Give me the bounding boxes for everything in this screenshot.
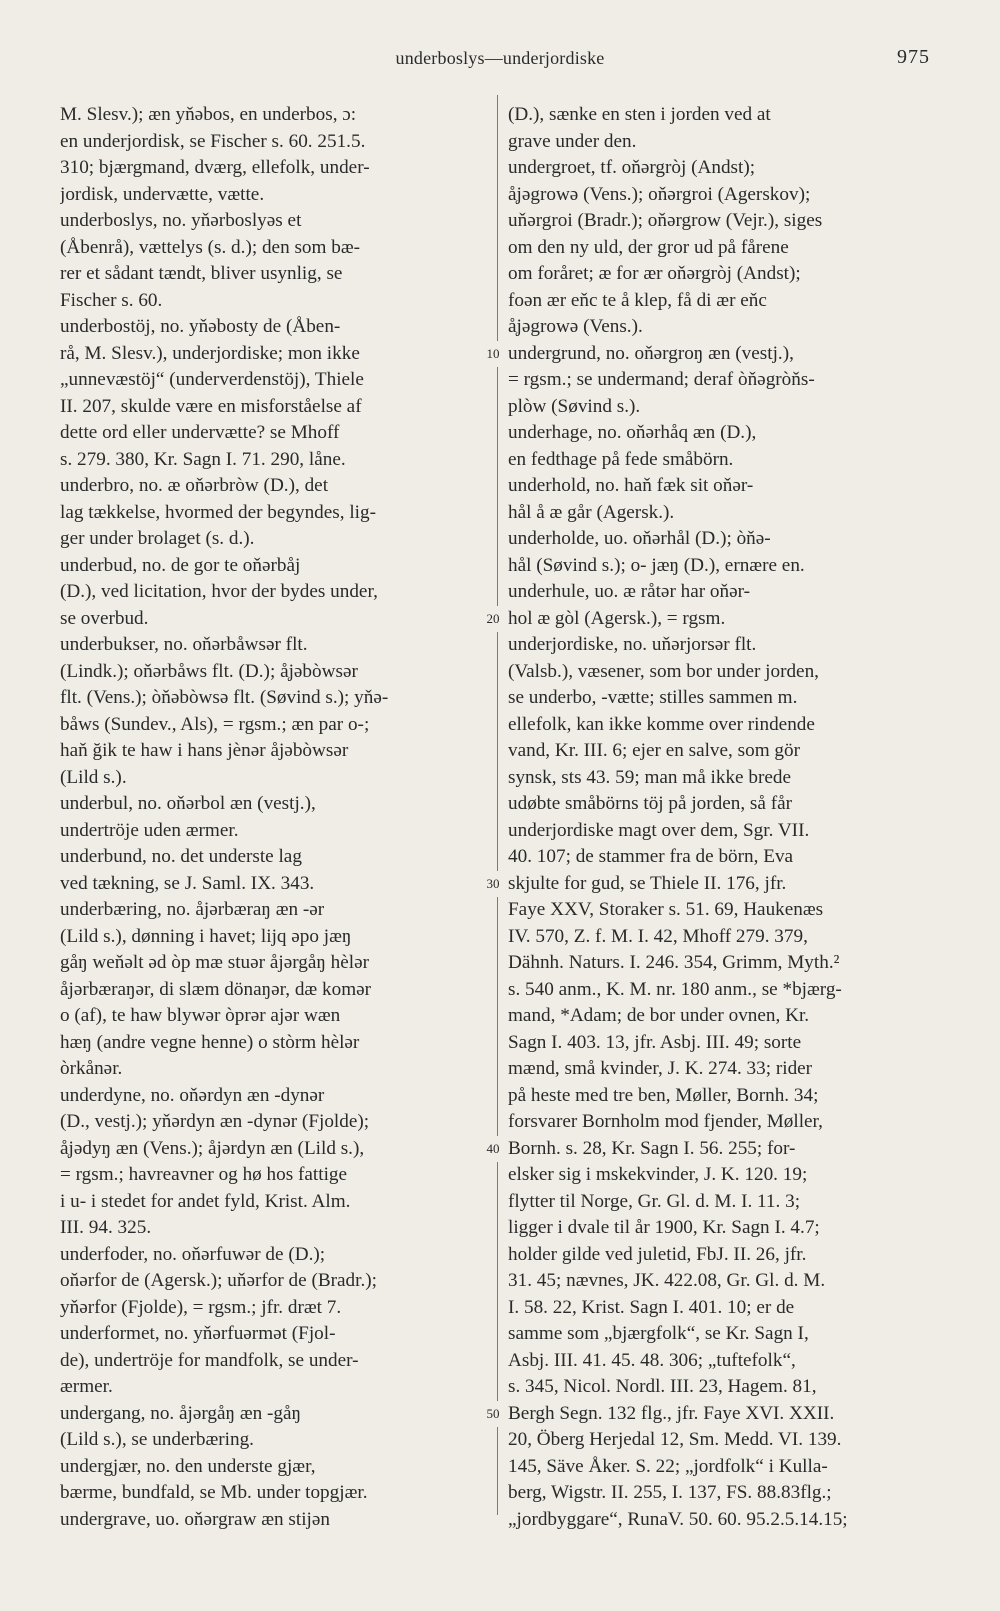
text-line: å̜jədyŋ æn (Vens.); åjərdyn æn (Lild s.),	[60, 1137, 365, 1159]
text-line: underhage, no. oňərhåq æn (D.),	[508, 422, 757, 443]
text-line: (Lild s.), dønning i havet; lijq əpo jæŋ	[60, 925, 352, 947]
text-line: jordisk, undervætte, vætte.	[60, 183, 265, 205]
text-line: (D., vestj.); yňərdyn æn -dynər (Fjolde);	[60, 1111, 370, 1132]
text-line: underboslys, no. yňərboslyəs et	[60, 210, 302, 231]
text-line: underbud, no. de gor te oňərbåj	[60, 554, 301, 576]
text-line: foən ær eňc te å klep, få di ær eňc	[508, 289, 767, 311]
text-line: å̜jəgrowə (Vens.).	[508, 316, 643, 337]
text-line: 145, Säve Åker. S. 22; „jordfolk“ i Kulla-	[508, 1455, 828, 1477]
text-line: = rgsm.; havreavner og hø hos fattige	[60, 1164, 348, 1185]
text-line: (D.), sænke en sten i jorden ved at	[508, 104, 771, 125]
text-line: s. 540 anm., K. M. nr. 180 anm., se *bjærg-	[508, 978, 842, 1000]
text-line: III. 94. 325.	[60, 1217, 152, 1238]
text-line: mand, *Adam; de bor under ovnen, Kr.	[508, 1005, 810, 1026]
text-line: (Lindk.); oňərbåws flt. (D.); å̜jəbòwsər	[60, 660, 358, 682]
text-line: åjərbæraŋər, di slæm dönaŋər, dæ komər	[60, 978, 372, 1000]
text-line: (D.), ved licitation, hvor der bydes under,	[60, 581, 378, 602]
text-line: undergjær, no. den underste gjær,	[60, 1455, 316, 1477]
text-line: underholde, uo. oňərhål (D.); òňə-	[508, 528, 771, 549]
text-line: undergrund, no. oňərgroŋ æn (vestj.),	[508, 342, 794, 364]
text-line: 40. 107; de stammer fra de börn, Eva	[508, 846, 794, 867]
text-line: synsk, sts 43. 59; man må ikke brede	[508, 766, 791, 788]
text-line: bærme, bundfald, se Mb. under topgjær.	[60, 1482, 368, 1503]
text-line: undertröje uden ærmer.	[60, 819, 239, 841]
text-line: hål å æ går (Agersk.).	[508, 501, 675, 523]
text-line: o (af), te haw blywər òprər ajər wæn	[60, 1005, 341, 1026]
text-line: en underjordisk, se Fischer s. 60. 251.5.	[60, 130, 366, 152]
text-line: underhule, uo. æ råtər har oňər-	[508, 581, 751, 602]
text-line: skjulte for gud, se Thiele II. 176, jfr.	[508, 872, 787, 894]
line-number: 40	[478, 1136, 508, 1163]
text-line: ellefolk, kan ikke komme over rindende	[508, 713, 815, 735]
text-line: ærmer.	[60, 1376, 113, 1397]
text-line: flt. (Vens.); òňəbòwsə flt. (Søvind s.); yňə-	[60, 687, 389, 708]
line-number: 20	[478, 606, 508, 633]
text-line: Bergh Segn. 132 flg., jfr. Faye XVI. XXII.	[508, 1402, 835, 1424]
text-line: undergrave, uo. oňərgraw æn stijən	[60, 1508, 330, 1530]
text-line: i u- i stedet for andet fyld, Krist. Alm.	[60, 1190, 351, 1212]
text-line: underbul, no. oňərbol æn (vestj.),	[60, 793, 316, 814]
text-line: 20, Öberg Herjedal 12, Sm. Medd. VI. 139.	[508, 1429, 842, 1450]
text-line: Asbj. III. 41. 45. 48. 306; „tuftefolk“,	[508, 1349, 796, 1371]
right-column	[508, 102, 945, 1533]
text-line: berg, Wigstr. II. 255, I. 137, FS. 88.83flg.;	[508, 1482, 832, 1503]
page-number: 975	[897, 46, 930, 68]
text-line: underbostöj, no. yňəbosty de (Åben-	[60, 316, 341, 337]
text-line: IV. 570, Z. f. M. I. 42, Mhoff 279. 379,	[508, 925, 808, 947]
text-line: udøbte småbörns töj på jorden, så får	[508, 793, 793, 814]
line-number: 50	[478, 1401, 508, 1428]
text-line: underhold, no. haň fæk sit oňər-	[508, 475, 754, 496]
text-line: underbund, no. det underste lag	[60, 846, 302, 867]
text-line: dette ord eller undervætte? se Mhoff	[60, 422, 340, 443]
text-line: òrkånər.	[60, 1058, 123, 1079]
text-line: underbæring, no. åjərbæraŋ æn -ər	[60, 899, 325, 920]
text-line: rer et sådant tændt, bliver usynlig, se	[60, 263, 343, 284]
text-line: Faye XXV, Storaker s. 51. 69, Haukenæs	[508, 899, 824, 920]
text-line: Dähnh. Naturs. I. 246. 354, Grimm, Myth.²	[508, 952, 840, 973]
text-line: rå, M. Slesv.), underjordiske; mon ikke	[60, 342, 360, 364]
text-line: en fedthage på fede småbörn.	[508, 448, 734, 470]
text-line: underjordiske, no. uňərjorsər flt.	[508, 634, 757, 655]
running-title: underboslys—underjordiske	[395, 48, 605, 68]
text-line: s. 345, Nicol. Nordl. III. 23, Hagem. 81,	[508, 1376, 817, 1397]
text-line: om den ny uld, der gror ud på fårene	[508, 236, 789, 258]
text-line: hæŋ (andre vegne henne) o stòrm hèlər	[60, 1031, 360, 1053]
text-line: = rgsm.; se undermand; deraf òňəgròňs-	[508, 369, 815, 390]
text-line: II. 207, skulde være en misforståelse af	[60, 395, 362, 417]
text-line: 310; bjærgmand, dværg, ellefolk, under-	[60, 157, 370, 178]
text-line: på heste med tre ben, Møller, Bornh. 34;	[508, 1084, 819, 1106]
text-line: om foråret; æ for ær oňərgròj (Andst);	[508, 263, 801, 284]
text-line: samme som „bjærgfolk“, se Kr. Sagn I,	[508, 1323, 809, 1344]
text-line: vand, Kr. III. 6; ejer en salve, som gör	[508, 740, 800, 761]
text-line: mænd, små kvinder, J. K. 274. 33; rider	[508, 1058, 813, 1079]
text-line: Fischer s. 60.	[60, 289, 163, 311]
text-line: (Åbenrå), vættelys (s. d.); den som bæ-	[60, 236, 361, 258]
text-line: plòw (Søvind s.).	[508, 395, 641, 417]
text-line: underbukser, no. oňərbåwsər flt.	[60, 634, 308, 655]
text-line: holder gilde ved juletid, FbJ. II. 26, jfr.	[508, 1243, 807, 1265]
text-line: ved tækning, se J. Saml. IX. 343.	[60, 872, 315, 894]
text-line: underdyne, no. oňərdyn æn -dynər	[60, 1084, 325, 1106]
line-number: 30	[478, 871, 508, 898]
text-line: flytter til Norge, Gr. Gl. d. M. I. 11. 3;	[508, 1190, 801, 1212]
text-line: elsker sig i mskekvinder, J. K. 120. 19;	[508, 1164, 808, 1185]
text-line: undergang, no. åjərgåŋ æn -gåŋ	[60, 1402, 301, 1424]
text-line: hol æ gòl (Agersk.), = rgsm.	[508, 607, 726, 629]
text-line: M. Slesv.); æn yňəbos, en underbos, ɔ:	[60, 104, 357, 125]
text-line: de), undertröje for mandfolk, se under-	[60, 1349, 359, 1371]
text-line: hål (Søvind s.); o- jæŋ (D.), ernære en.	[508, 554, 805, 576]
text-line: (Lild s.).	[60, 766, 127, 788]
text-line: (Lild s.), se underbæring.	[60, 1429, 254, 1450]
text-line: „unnevæstöj“ (underverdenstöj), Thiele	[60, 369, 364, 390]
text-line: undergroet, tf. oňərgròj (Andst);	[508, 157, 756, 178]
text-line: underformet, no. yňərfuərmət (Fjol-	[60, 1323, 336, 1344]
text-line: s. 279. 380, Kr. Sagn I. 71. 290, låne.	[60, 448, 346, 470]
text-line: underbro, no. æ oňərbròw (D.), det	[60, 475, 329, 496]
text-line: yňərfor (Fjolde), = rgsm.; jfr. dræt 7.	[60, 1296, 342, 1318]
text-line: I. 58. 22, Krist. Sagn I. 401. 10; er de	[508, 1296, 795, 1318]
text-line: ger under brolaget (s. d.).	[60, 528, 255, 549]
text-line: å̜jəgrowə (Vens.); oňərgroi (Agerskov);	[508, 183, 811, 205]
text-line: underfoder, no. oňərfuwər de (D.);	[60, 1243, 326, 1265]
text-line: ligger i dvale til år 1900, Kr. Sagn I. 4.7;	[508, 1217, 820, 1238]
line-number: 10	[478, 341, 508, 368]
text-line: gåŋ weňəlt əd òp mæ stuər åjərgåŋ hèlər	[60, 952, 369, 973]
left-column	[60, 102, 497, 1533]
text-line: (Valsb.), væsener, som bor under jorden,	[508, 660, 819, 682]
text-line: båws (Sundev., Als), = rgsm.; æn par o-;	[60, 713, 370, 735]
text-line: uňərgroi (Bradr.); oňərgrow (Vejr.), siges	[508, 210, 823, 231]
text-line: Sagn I. 403. 13, jfr. Asbj. III. 49; sorte	[508, 1031, 802, 1053]
text-line: Bornh. s. 28, Kr. Sagn I. 56. 255; for-	[508, 1137, 796, 1159]
text-line: lag tækkelse, hvormed der begyndes, lig-	[60, 501, 376, 523]
text-line: underjordiske magt over dem, Sgr. VII.	[508, 819, 810, 841]
text-line: se overbud.	[60, 607, 149, 629]
text-line: haň ğik te haw i hans jènər åjəbòwsər	[60, 740, 349, 761]
text-line: forsvarer Bornholm mod fjender, Møller,	[508, 1111, 823, 1132]
text-line: oňərfor de (Agersk.); uňərfor de (Bradr.);	[60, 1270, 377, 1291]
text-line: grave under den.	[508, 130, 637, 152]
text-line: „jordbyggare“, RunaV. 50. 60. 95.2.5.14.15;	[508, 1508, 848, 1530]
text-line: 31. 45; nævnes, JK. 422.08, Gr. Gl. d. M.	[508, 1270, 826, 1291]
text-line: se underbo, -vætte; stilles sammen m.	[508, 687, 798, 708]
column-divider	[497, 95, 498, 1515]
